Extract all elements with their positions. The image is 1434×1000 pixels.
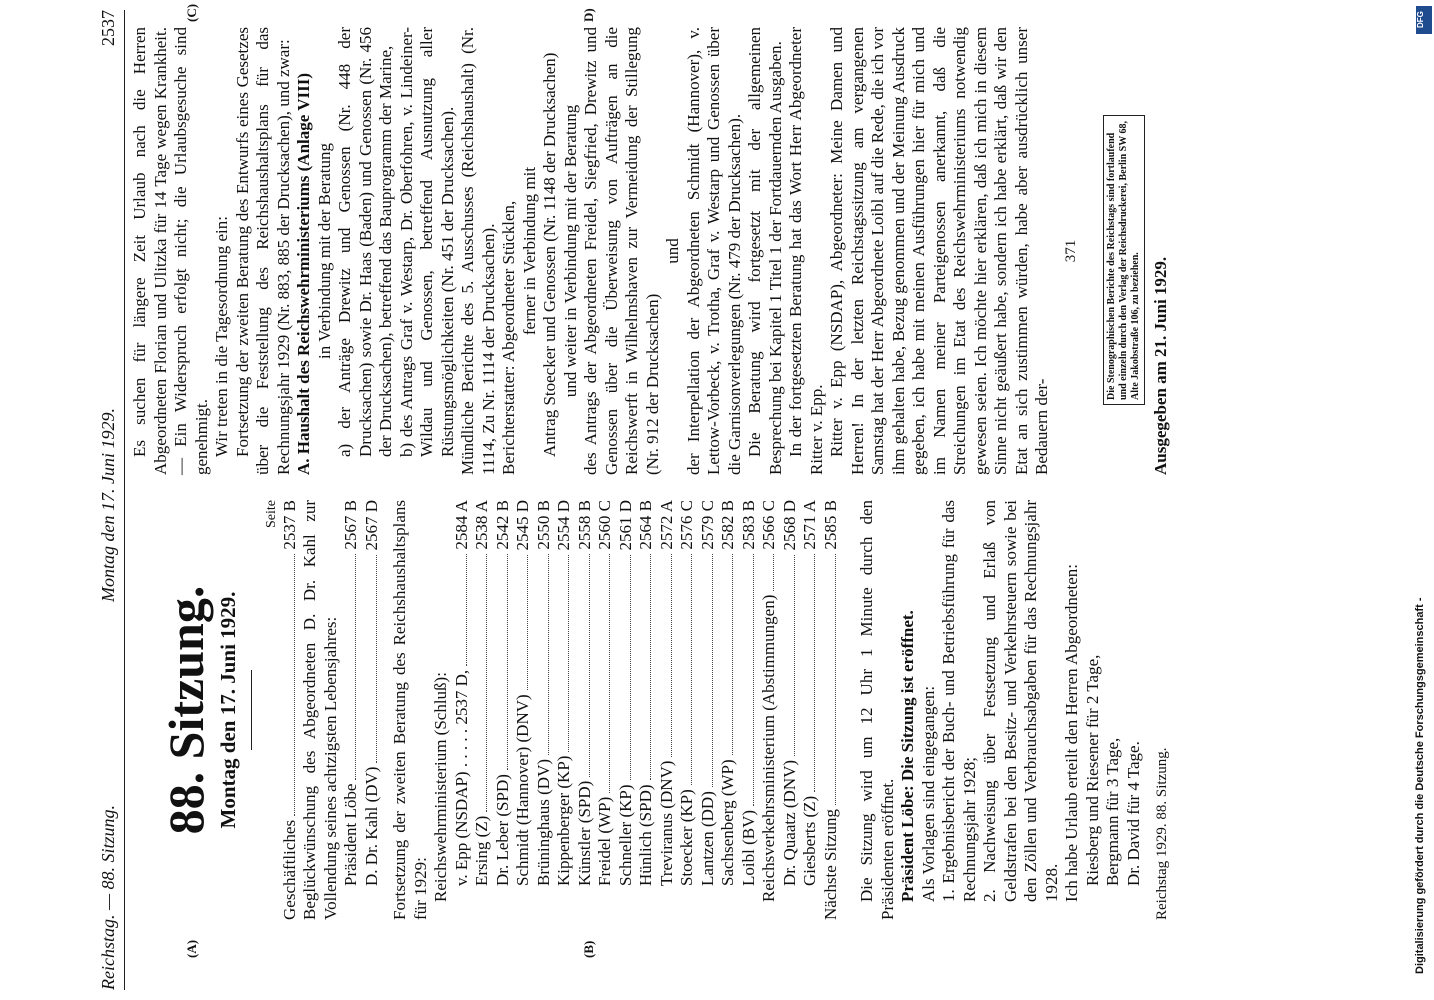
toc-rwm-heading: Reichswehrministerium (Schluß): [431,672,450,902]
toc-label: v. Epp (NSDAP) . . . . . 2537 D, [451,669,471,886]
margin-mark-d: D) [581,8,596,22]
item-b: b) des Antrags Graf v. Westarp, Dr. Oberfohren, v. Lindeiner-Wildau und Genossen, betreffend Ausnutzung aller Rüstungsmöglichkeiten (Nr. 451 der Drucksachen). [396,27,457,457]
und-line: und [663,238,682,264]
weiter-line: und weiter in Verbindung mit der Beratung [560,104,580,398]
toc-row [595,500,616,920]
leader-dots [782,555,795,756]
ausgegeben-date: Ausgegeben am 21. Juni 1929. [1151,256,1170,475]
toc-row [636,500,657,920]
footer-text: Reichstag 1929. 88. Sitzung. [1154,747,1170,920]
toc-label: Stoecker (KP) [677,789,696,886]
leader-dots [679,554,692,786]
toc-row [362,500,383,920]
toc-page: 2538 A [472,500,491,550]
header-page-number: 2537 [98,10,118,46]
toc-label: Lantzen (DD) [697,791,717,886]
toc-seite-label: Seite [263,500,279,528]
title-divider [251,670,252,750]
toc-page: 2585 B [820,500,840,550]
section-a-heading: A. Haushalt des Reichswehrministeriums (Anlage VIII) [294,72,313,475]
toc-row [718,500,739,920]
leader-dots [823,554,836,805]
tagesordnung-line: Wir treten in die Tagesordnung ein: [212,216,231,457]
toc-label: Schmidt (Hannover) (DNV) [513,694,532,886]
toc-row [759,500,780,920]
beratung-paragraph: Die Beratung wird fortgesetzt mit der allgemeinen Besprechung bei Kapitel 1 Titel 1 der Fortdauernden Ausgaben. [745,27,785,475]
rotated-page [86,0,1310,1000]
toc-label: Giesberts (Z) [800,795,819,886]
toc-row [472,500,493,920]
toc-page: 2545 D [513,500,532,551]
urlaub-entry: Dr. David für 4 Tage. [1123,741,1143,886]
left-column [130,500,1173,920]
leader-dots [700,554,713,788]
leader-dots [597,554,610,793]
toc-label: Kippenberger (KP) [554,755,573,886]
leader-dots [659,554,672,757]
vorlagen-intro: Als Vorlagen sind eingegangen: [918,685,938,902]
leader-dots [536,554,549,755]
leader-dots [802,554,815,792]
leader-dots [720,554,733,756]
toc-page: 2567 D [361,500,381,551]
toc-row [452,500,473,920]
leader-dots [454,554,467,666]
toc-label: Loibl (BV) [738,809,758,886]
leader-dots [364,555,377,763]
toc-row [513,500,534,920]
toc-page: 2550 B [533,500,553,550]
toc-row [616,500,637,920]
leader-dots [515,555,528,691]
toc-label: Reichsverkehrsministerium (Abstimmungen) [759,594,778,902]
page-footer-left [1152,500,1173,920]
dfg-logo: DFG [1416,6,1432,34]
toc-page: 2583 B [738,500,758,550]
urlaub-paragraph: Es suchen für längere Zeit Urlaub nach die Herren Abgeordneten Florian und Ulitzka für 14 Tage wegen Krankheit. — Ein Widerspruch erfolgt nicht; die Urlaubsgesuche sind genehmigt. [130,27,211,475]
margin-mark-b: (B) [581,940,596,958]
digitization-note: Digitalisierung gefördert durch die Deutsche Forschungsgemeinschaft - [1414,597,1426,974]
toc-row [657,500,678,920]
toc-page: 2568 D [779,500,799,551]
toc-page: 2582 B [718,500,737,550]
toc-row [493,500,514,920]
toc-label: Sachsenberg (WP) [718,759,737,886]
toc-row [341,500,362,920]
leader-dots [495,554,508,771]
toc-page: 2542 B [492,500,512,550]
berichterstatter: Berichterstatter: Abgeordneter Stücklen, [499,200,518,475]
toc-row [800,500,821,920]
urlaub-entry: Bergmann für 3 Tage, [1103,737,1122,886]
toc-label: Dr. Quaatz (DNV) [779,759,799,886]
item-a: a) der Anträge Drewitz und Genossen (Nr. 448 der Drucksachen) sowie Dr. Haas (Baden) und Genossen (Nr. 456 der Drucksachen), betreffend das Bauprogramm der Marine, [335,27,395,457]
toc-page: 2579 C [697,500,717,550]
leader-dots [556,555,569,752]
toc-label: Treviranus (DNV) [656,760,676,886]
wort-paragraph: In der fortgesetzten Beratung hat das Wort Herr Abgeordneter Ritter v. Epp. [786,27,826,475]
toc-label: Schneller (KP) [615,784,635,886]
right-column [130,27,1172,475]
toc-row [554,500,575,920]
antrag-freidel: des Antrags der Abgeordneten Freidel, Siegfried, Drewitz und Genossen über die Überweisung von Aufträgen an die Reichswerft in Wilhelmshaven zur Vermeidung der Stillegung (Nr. 912 der Drucksachen) [581,27,662,475]
toc-page: 2561 D [615,500,635,551]
vorlage-2: 2. Nachweisung über Festsetzung und Erlaß von Geldstrafen bei den Besitz- und Verkehrsteuern sowie bei den Zöllen und Verbrauchsabgaben für das Rechnungsjahr 1928. [980,500,1061,902]
margin-mark-a: (A) [184,939,199,958]
speech-epp: Ritter v. Epp (NSDAP), Abgeordneter: Meine Damen und Herren! In der letzten Reichstagssitzung am vergangenen Samstag hat der Herr Abgeordnete Loibl auf die Rede, die ich vor ihm gehalten habe, Bezug genommen und der Meinung Ausdruck gegeben, ich habe mit meinen Ausführungen hier für mich und im Namen meiner Parteigenossen anerkannt, daß die Streichungen im Etat des Reichswehrministeriums notwendig gewesen seien. Ich möchte hier erklären, daß ich mich in diesem Sinne nicht geäußert habe, sondern ich habe erklärt, daß wir den Etat an sich zustimmen würden, habe aber ausdrücklich unser Bedauern der- [827,27,1051,475]
toc-page: 2554 D [554,500,573,551]
toc-page: 2584 A [451,500,471,550]
urlaub-entry: Riesberg und Riesener für 2 Tage, [1082,654,1102,886]
toc-label: Freidel (WP) [595,796,614,886]
toc-row [280,500,301,920]
toc-label: Künstler (SPD) [574,780,594,886]
toc-page: 2572 A [656,500,676,550]
antrag-stoecker: Antrag Stoecker und Genossen (Nr. 1148 der Drucksachen) [540,52,559,457]
toc-row [739,500,760,920]
signature-mark: 371 [1062,239,1079,263]
urlaub-intro: Ich habe Urlaub erteilt den Herren Abgeordneten: [1062,564,1081,902]
ferner-line: ferner in Verbindung mit [519,166,539,336]
fortsetzung-paragraph: Fortsetzung der zweiten Beratung des Entwurfs eines Gesetzes über die Feststellung des Reichshaushaltsplans für das Rechnungsjahr 1929 (Nr. 883, 885 der Drucksachen), und zwar: [232,27,293,475]
leader-dots [577,554,590,777]
toc-page: 2537 B [279,500,299,550]
muendliche-berichte: Mündliche Berichte des 5. Ausschusses (Reichshaushalt) (Nr. 1114, Zu Nr. 1114 der Drucksachen). [458,27,498,475]
toc-glueckwunsch: Beglückwünschung des Abgeordneten D. Dr. Kahl zur Vollendung seines achtzigsten Lebensjahres: [300,500,340,920]
toc-label: Nächste Sitzung [820,809,840,920]
toc-row [698,500,719,920]
toc-page: 2560 C [595,500,614,550]
vorlage-1: 1. Ergebnisbericht der Buch- und Betriebsführung für das Rechnungsjahr 1928; [939,500,979,902]
leader-dots [618,555,631,781]
margin-mark-c: (C) [184,3,199,22]
toc-row [677,500,698,920]
toc-page: 2558 B [574,500,594,550]
leader-dots [761,554,774,591]
toc-label: Hünlich (SPD) [636,784,655,886]
session-title: 88. Sitzung. [158,585,214,835]
toc-row [821,500,842,920]
publisher-note-box: Die Stenographischen Berichte des Reichstags sind fortlaufend und einzeln durch den Verlag der Reichsdruckerei, Berlin SW 68, Alte Jakobstraße 106, zu beziehen. [1103,115,1145,405]
toc-page: 2576 C [677,500,696,550]
toc-page: 2566 C [759,500,778,550]
president-opening: Präsident Löbe: Die Sitzung ist eröffnet. [898,610,917,902]
toc-page: 2564 B [636,500,655,550]
header-center: Montag den 17. Juni 1929. [98,408,118,602]
toc-label: Präsident Löbe [341,783,360,886]
toc-page: 2567 B [341,500,360,550]
toc-label: Brüninghaus (DV) [533,758,553,886]
toc-row [575,500,596,920]
section-a-sub: in Verbindung mit der Beratung [314,143,334,359]
leader-dots [638,554,651,781]
toc-label: D. Dr. Kahl (DV) [361,766,381,886]
leader-dots [343,554,356,780]
toc-row [534,500,555,920]
session-date: Montag den 17. Juni 1929. [216,591,240,829]
toc-label: Dr. Leber (SPD) [492,774,512,886]
opening-text: Die Sitzung wird um 12 Uhr 1 Minute durch den Präsidenten eröffnet. [857,500,897,920]
leader-dots [282,554,295,816]
toc-label: Geschäftliches [279,819,299,920]
running-header [98,10,125,990]
toc-label: Ersing (Z) [472,815,491,886]
leader-dots [474,554,487,812]
leader-dots [741,554,754,806]
toc-fortsetzung: Fortsetzung der zweiten Beratung des Reichshaushaltsplans für 1929: [390,500,430,920]
header-left: Reichstag. — 88. Sitzung. [98,805,118,990]
toc-row [780,500,801,920]
interpellation: der Interpellation der Abgeordneten Schmidt (Hannover), v. Lettow-Vorbeck, v. Trotha, Graf v. Westarp und Genossen über die Garnisonverlegungen (Nr. 479 der Drucksachen). [683,27,744,475]
toc-page: 2571 A [800,500,819,550]
